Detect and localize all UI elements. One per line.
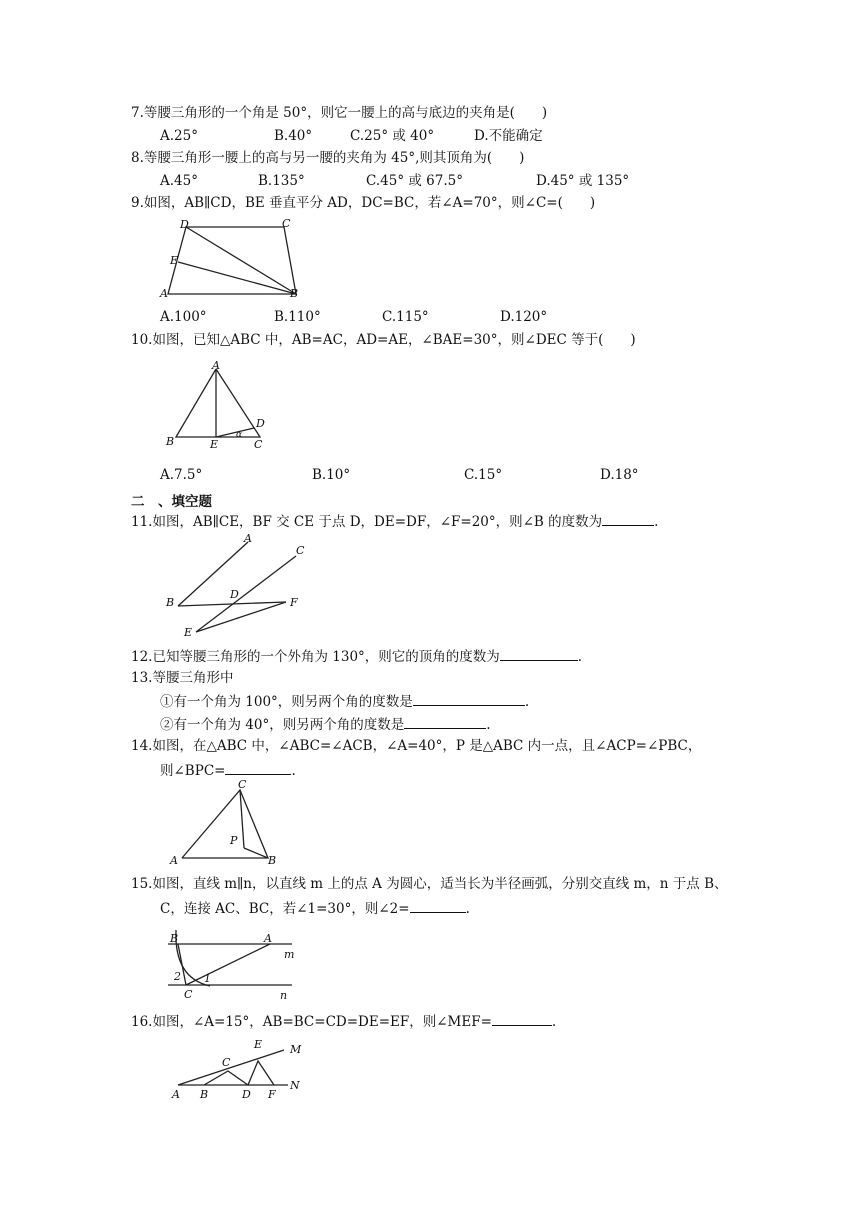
q11-label-e: E: [184, 626, 193, 639]
q16-label-c: C: [222, 1056, 231, 1069]
q15-label-n: n: [280, 989, 288, 1002]
q9-trapezoid: [168, 227, 296, 294]
q16-label-m: M: [290, 1043, 302, 1056]
q13-sub1-end: .: [524, 694, 530, 710]
q14-label-b: B: [268, 854, 277, 867]
q7-option-d: D.不能确定: [474, 128, 543, 144]
q11-label-f: F: [290, 596, 298, 609]
q15-label-c: C: [184, 988, 193, 1001]
q8-stem: 8.等腰三角形一腰上的高与另一腰的夹角为 45°,则其顶角为( ): [131, 150, 525, 166]
q16-stem-text: 16.如图，∠A=15°，AB=BC=CD=DE=EF，则∠MEF=: [131, 1014, 492, 1030]
q16-ray-am: [178, 1050, 284, 1085]
q13-sub1-blank[interactable]: [413, 691, 525, 706]
q11-stem: [131, 511, 658, 531]
q10-label-b: B: [166, 435, 175, 448]
section-title-fill-in: 二 、填空题: [131, 494, 212, 510]
q9-stem: 9.如图，AB∥CD，BE 垂直平分 AD，DC=BC，若∠A=70°，则∠C=( ): [131, 195, 596, 211]
q9-segment-eb: [178, 262, 296, 294]
q11-label-b: B: [166, 596, 175, 609]
q15-label-a: A: [264, 932, 272, 945]
q14-line2-end: .: [291, 763, 296, 779]
q11-label-d: D: [230, 588, 239, 601]
q9-option-d: D.120°: [500, 309, 548, 325]
q8-option-a: A.45°: [160, 173, 198, 189]
q14-label-p: P: [230, 834, 238, 847]
q11-label-c: C: [296, 544, 305, 557]
q14-figure: [160, 778, 290, 868]
q11-label-a: A: [244, 532, 252, 545]
q10-option-c: C.15°: [464, 467, 503, 483]
q10-label-a: A: [212, 359, 220, 372]
q14-triangle: [182, 790, 268, 858]
q15-label-two: 2: [174, 970, 181, 983]
q11-stem-text: 11.如图，AB∥CE，BF 交 CE 于点 D，DE=DF，∠F=20°，则∠B 的度数为: [131, 514, 603, 530]
q12-stem-end: .: [577, 649, 583, 665]
q10-label-c: C: [254, 438, 263, 451]
q9-segment-db: [186, 227, 296, 294]
q14-line2: [160, 760, 296, 780]
q15-figure: [160, 922, 310, 1012]
q16-stem: [131, 1011, 556, 1031]
q16-label-n: N: [290, 1079, 300, 1092]
q9-label-e: E: [170, 254, 179, 267]
q13-sub2-end: .: [486, 717, 491, 733]
q11-line-ec: [196, 556, 296, 632]
q13-sub2: [160, 714, 491, 734]
q15-label-b: B: [170, 932, 179, 945]
q15-line2-text: C，连接 AC、BC，若∠1=30°，则∠2=: [160, 901, 410, 917]
q9-option-c: C.115°: [382, 309, 429, 325]
q9-label-d: D: [180, 218, 189, 231]
q15-answer-blank[interactable]: [410, 898, 466, 913]
q10-triangle: [176, 369, 260, 437]
q14-label-a: A: [170, 854, 178, 867]
q15-label-m: m: [284, 948, 295, 961]
q16-figure: [160, 1040, 320, 1110]
q16-label-e: E: [254, 1038, 263, 1051]
q16-stem-end: .: [551, 1014, 557, 1030]
q14-label-c: C: [238, 778, 247, 791]
q15-stem: 15.如图，直线 m∥n，以直线 m 上的点 A 为圆心，适当长为半径画弧，分别交直线 m，n 于点 B、: [131, 876, 728, 892]
q11-figure: [160, 534, 330, 644]
q14-answer-blank[interactable]: [225, 760, 291, 775]
q9-option-b: B.110°: [274, 309, 321, 325]
q9-label-b: B: [290, 287, 299, 300]
q16-label-d: D: [242, 1088, 251, 1101]
q10-option-a: A.7.5°: [160, 467, 203, 483]
q16-label-a: A: [172, 1088, 180, 1101]
q15-line2: [160, 898, 470, 918]
q8-option-d: D.45° 或 135°: [536, 173, 630, 189]
q9-figure: [160, 216, 310, 306]
q10-label-e: E: [210, 438, 219, 451]
q7-option-b: B.40°: [274, 128, 313, 144]
q13-sub1-text: ①有一个角为 100°，则另两个角的度数是: [160, 694, 413, 710]
q7-option-c: C.25° 或 40°: [350, 128, 435, 144]
q13-sub1: [160, 691, 529, 711]
q11-line-ef: [196, 602, 286, 632]
q15-label-one: 1: [204, 972, 211, 985]
q9-option-a: A.100°: [160, 309, 207, 325]
q9-label-c: C: [282, 217, 291, 230]
q13-sub2-blank[interactable]: [404, 714, 486, 729]
q12-answer-blank[interactable]: [500, 646, 578, 661]
q16-answer-blank[interactable]: [492, 1011, 552, 1026]
q8-option-c: C.45° 或 67.5°: [366, 173, 463, 189]
q15-segment-ca: [186, 944, 270, 985]
q15-line2-end: .: [465, 901, 470, 917]
q10-label-alpha: α: [236, 430, 243, 440]
q7-option-a: A.25°: [160, 128, 198, 144]
q10-segment-ed: [216, 428, 254, 437]
q13-stem: 13.等腰三角形中: [131, 670, 234, 686]
q14-line2-text: 则∠BPC=: [160, 763, 226, 779]
q9-label-a: A: [160, 287, 168, 300]
q11-stem-end: .: [654, 514, 659, 530]
q10-label-d: D: [256, 417, 265, 430]
q12-stem-text: 12.已知等腰三角形的一个外角为 130°，则它的顶角的度数为: [131, 649, 500, 665]
q8-option-b: B.135°: [258, 173, 305, 189]
q12-stem: [131, 646, 582, 666]
q10-figure: [160, 357, 280, 451]
q16-label-f: F: [268, 1088, 276, 1101]
q7-stem: 7.等腰三角形的一个角是 50°，则它一腰上的高与底边的夹角是( ): [131, 105, 548, 121]
q11-answer-blank[interactable]: [602, 511, 654, 526]
q10-stem: 10.如图，已知△ABC 中，AB=AC，AD=AE，∠BAE=30°，则∠DEC 等于( ): [131, 332, 636, 348]
q16-label-b: B: [200, 1088, 209, 1101]
q14-stem: 14.如图，在△ABC 中，∠ABC=∠ACB，∠A=40°，P 是△ABC 内一点，且∠ACP=∠PBC，: [131, 738, 702, 754]
q10-option-d: D.18°: [600, 467, 639, 483]
q10-option-b: B.10°: [312, 467, 351, 483]
q13-sub2-text: ②有一个角为 40°，则另两个角的度数是: [160, 717, 405, 733]
